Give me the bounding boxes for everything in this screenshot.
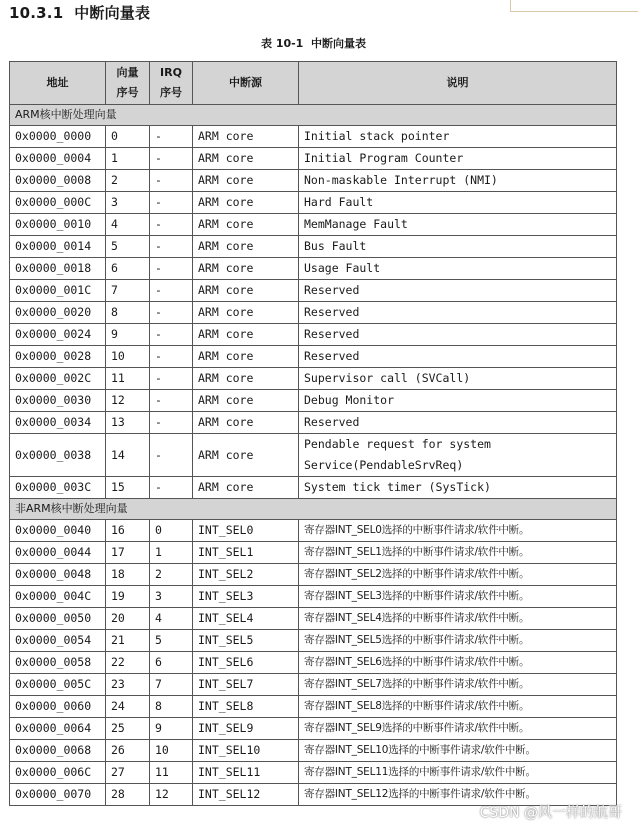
column-header-vector: 向量 序号 [106, 62, 150, 105]
table-row [10, 148, 617, 170]
column-header-description: 说明 [299, 62, 617, 105]
column-header-address: 地址 [10, 62, 106, 105]
cell-description: 寄存器INT_SEL3选择的中断事件请求/软件中断。 [299, 586, 617, 608]
cell-interrupt-source: ARM core [193, 324, 299, 346]
cell-vector-number: 17 [106, 542, 150, 564]
cell-description: 寄存器INT_SEL5选择的中断事件请求/软件中断。 [299, 630, 617, 652]
cell-irq-number: - [150, 258, 193, 280]
group-title: 非ARM核中断处理向量 [10, 499, 617, 520]
cell-vector-number: 28 [106, 784, 150, 806]
cell-irq-number: - [150, 214, 193, 236]
cell-irq-number: 4 [150, 608, 193, 630]
table-row [10, 346, 617, 368]
cell-description: 寄存器INT_SEL2选择的中断事件请求/软件中断。 [299, 564, 617, 586]
cell-address: 0x0000_0064 [10, 718, 106, 740]
cell-description: 寄存器INT_SEL9选择的中断事件请求/软件中断。 [299, 718, 617, 740]
cell-irq-number: 6 [150, 652, 193, 674]
cell-description: Reserved [299, 412, 617, 434]
table-row [10, 324, 617, 346]
cell-irq-number: 8 [150, 696, 193, 718]
cell-vector-number: 21 [106, 630, 150, 652]
group-title: ARM核中断处理向量 [10, 105, 617, 126]
cell-description: 寄存器INT_SEL12选择的中断事件请求/软件中断。 [299, 784, 617, 806]
table-row [10, 674, 617, 696]
table-row [10, 236, 617, 258]
cell-interrupt-source: INT_SEL11 [193, 762, 299, 784]
table-row [10, 126, 617, 148]
table-row [10, 564, 617, 586]
cell-address: 0x0000_0018 [10, 258, 106, 280]
cell-vector-number: 4 [106, 214, 150, 236]
cell-address: 0x0000_0034 [10, 412, 106, 434]
cell-interrupt-source: INT_SEL0 [193, 520, 299, 542]
cell-interrupt-source: ARM core [193, 368, 299, 390]
cell-address: 0x0000_0004 [10, 148, 106, 170]
section-title: 10.3.1 中断向量表 [9, 4, 151, 22]
cell-address: 0x0000_0048 [10, 564, 106, 586]
page-frame-corner [510, 0, 638, 12]
cell-description: Reserved [299, 302, 617, 324]
cell-vector-number: 6 [106, 258, 150, 280]
cell-description: Reserved [299, 324, 617, 346]
cell-interrupt-source: INT_SEL6 [193, 652, 299, 674]
cell-vector-number: 5 [106, 236, 150, 258]
cell-interrupt-source: ARM core [193, 170, 299, 192]
cell-interrupt-source: INT_SEL7 [193, 674, 299, 696]
cell-interrupt-source: ARM core [193, 346, 299, 368]
cell-interrupt-source: INT_SEL9 [193, 718, 299, 740]
cell-address: 0x0000_003C [10, 477, 106, 499]
cell-irq-number: 3 [150, 586, 193, 608]
cell-irq-number: 5 [150, 630, 193, 652]
cell-description: 寄存器INT_SEL0选择的中断事件请求/软件中断。 [299, 520, 617, 542]
cell-irq-number: - [150, 412, 193, 434]
table-row [10, 302, 617, 324]
cell-interrupt-source: ARM core [193, 434, 299, 477]
cell-irq-number: 2 [150, 564, 193, 586]
group-header-row [10, 105, 617, 126]
table-row [10, 586, 617, 608]
cell-description: Bus Fault [299, 236, 617, 258]
cell-vector-number: 27 [106, 762, 150, 784]
cell-interrupt-source: ARM core [193, 214, 299, 236]
table-row [10, 630, 617, 652]
cell-description: 寄存器INT_SEL10选择的中断事件请求/软件中断。 [299, 740, 617, 762]
cell-description: 寄存器INT_SEL6选择的中断事件请求/软件中断。 [299, 652, 617, 674]
cell-vector-number: 15 [106, 477, 150, 499]
column-header-irq: IRQ 序号 [150, 62, 193, 105]
cell-vector-number: 22 [106, 652, 150, 674]
cell-address: 0x0000_0008 [10, 170, 106, 192]
cell-description: Non-maskable Interrupt (NMI) [299, 170, 617, 192]
table-row [10, 477, 617, 499]
cell-irq-number: - [150, 148, 193, 170]
cell-address: 0x0000_0060 [10, 696, 106, 718]
cell-irq-number: - [150, 368, 193, 390]
cell-vector-number: 23 [106, 674, 150, 696]
cell-irq-number: - [150, 390, 193, 412]
cell-interrupt-source: ARM core [193, 126, 299, 148]
cell-address: 0x0000_0070 [10, 784, 106, 806]
table-header-row [10, 62, 617, 105]
cell-vector-number: 11 [106, 368, 150, 390]
cell-description: Usage Fault [299, 258, 617, 280]
cell-vector-number: 14 [106, 434, 150, 477]
table-body [10, 105, 617, 806]
cell-interrupt-source: ARM core [193, 412, 299, 434]
cell-address: 0x0000_0030 [10, 390, 106, 412]
cell-vector-number: 16 [106, 520, 150, 542]
cell-irq-number: - [150, 126, 193, 148]
table-row [10, 542, 617, 564]
cell-vector-number: 26 [106, 740, 150, 762]
cell-irq-number: 10 [150, 740, 193, 762]
cell-address: 0x0000_004C [10, 586, 106, 608]
cell-interrupt-source: ARM core [193, 477, 299, 499]
cell-address: 0x0000_005C [10, 674, 106, 696]
cell-interrupt-source: INT_SEL8 [193, 696, 299, 718]
table-row [10, 214, 617, 236]
cell-interrupt-source: INT_SEL12 [193, 784, 299, 806]
cell-irq-number: - [150, 302, 193, 324]
cell-description: Initial stack pointer [299, 126, 617, 148]
cell-irq-number: 0 [150, 520, 193, 542]
cell-interrupt-source: ARM core [193, 148, 299, 170]
cell-interrupt-source: INT_SEL2 [193, 564, 299, 586]
cell-address: 0x0000_0014 [10, 236, 106, 258]
cell-interrupt-source: INT_SEL10 [193, 740, 299, 762]
cell-address: 0x0000_002C [10, 368, 106, 390]
table-row [10, 412, 617, 434]
cell-vector-number: 1 [106, 148, 150, 170]
watermark: CSDN @风一样的航哥 [479, 805, 622, 821]
cell-address: 0x0000_006C [10, 762, 106, 784]
cell-irq-number: 11 [150, 762, 193, 784]
cell-description: MemManage Fault [299, 214, 617, 236]
cell-irq-number: 12 [150, 784, 193, 806]
cell-vector-number: 3 [106, 192, 150, 214]
cell-description: 寄存器INT_SEL11选择的中断事件请求/软件中断。 [299, 762, 617, 784]
cell-vector-number: 25 [106, 718, 150, 740]
cell-address: 0x0000_0020 [10, 302, 106, 324]
cell-vector-number: 24 [106, 696, 150, 718]
cell-irq-number: 9 [150, 718, 193, 740]
cell-address: 0x0000_0044 [10, 542, 106, 564]
cell-vector-number: 19 [106, 586, 150, 608]
table-row [10, 718, 617, 740]
table-row [10, 390, 617, 412]
cell-description: Initial Program Counter [299, 148, 617, 170]
cell-irq-number: - [150, 324, 193, 346]
cell-interrupt-source: ARM core [193, 258, 299, 280]
cell-irq-number: 1 [150, 542, 193, 564]
cell-address: 0x0000_0054 [10, 630, 106, 652]
table-row [10, 740, 617, 762]
column-header-source: 中断源 [193, 62, 299, 105]
cell-irq-number: 7 [150, 674, 193, 696]
cell-description: Pendable request for system Service(PendableSrvReq) [299, 434, 617, 477]
cell-description: Supervisor call (SVCall) [299, 368, 617, 390]
cell-address: 0x0000_0038 [10, 434, 106, 477]
cell-address: 0x0000_0000 [10, 126, 106, 148]
cell-address: 0x0000_0028 [10, 346, 106, 368]
cell-irq-number: - [150, 477, 193, 499]
cell-irq-number: - [150, 346, 193, 368]
cell-vector-number: 18 [106, 564, 150, 586]
table-row [10, 280, 617, 302]
cell-description: 寄存器INT_SEL1选择的中断事件请求/软件中断。 [299, 542, 617, 564]
cell-address: 0x0000_001C [10, 280, 106, 302]
table-row [10, 170, 617, 192]
table-caption: 表 10-1 中断向量表 [260, 37, 366, 50]
cell-interrupt-source: INT_SEL5 [193, 630, 299, 652]
cell-vector-number: 13 [106, 412, 150, 434]
table-row [10, 520, 617, 542]
cell-interrupt-source: INT_SEL3 [193, 586, 299, 608]
cell-address: 0x0000_0050 [10, 608, 106, 630]
cell-vector-number: 0 [106, 126, 150, 148]
table-row [10, 434, 617, 477]
table-row [10, 368, 617, 390]
cell-description: 寄存器INT_SEL7选择的中断事件请求/软件中断。 [299, 674, 617, 696]
cell-interrupt-source: ARM core [193, 192, 299, 214]
cell-description: System tick timer (SysTick) [299, 477, 617, 499]
cell-address: 0x0000_0040 [10, 520, 106, 542]
cell-address: 0x0000_0010 [10, 214, 106, 236]
cell-interrupt-source: ARM core [193, 236, 299, 258]
cell-irq-number: - [150, 170, 193, 192]
cell-address: 0x0000_0058 [10, 652, 106, 674]
table-row [10, 258, 617, 280]
cell-vector-number: 12 [106, 390, 150, 412]
cell-vector-number: 8 [106, 302, 150, 324]
cell-interrupt-source: INT_SEL1 [193, 542, 299, 564]
cell-vector-number: 7 [106, 280, 150, 302]
cell-interrupt-source: ARM core [193, 390, 299, 412]
group-header-row [10, 499, 617, 520]
cell-description: 寄存器INT_SEL8选择的中断事件请求/软件中断。 [299, 696, 617, 718]
table-row [10, 652, 617, 674]
cell-address: 0x0000_0068 [10, 740, 106, 762]
cell-vector-number: 10 [106, 346, 150, 368]
cell-description: Reserved [299, 346, 617, 368]
cell-interrupt-source: ARM core [193, 280, 299, 302]
cell-description: Hard Fault [299, 192, 617, 214]
cell-address: 0x0000_000C [10, 192, 106, 214]
cell-address: 0x0000_0024 [10, 324, 106, 346]
cell-interrupt-source: ARM core [193, 302, 299, 324]
cell-irq-number: - [150, 236, 193, 258]
cell-irq-number: - [150, 280, 193, 302]
table-row [10, 696, 617, 718]
cell-description: Reserved [299, 280, 617, 302]
cell-description: Debug Monitor [299, 390, 617, 412]
cell-vector-number: 9 [106, 324, 150, 346]
cell-vector-number: 20 [106, 608, 150, 630]
table-row [10, 762, 617, 784]
table-row [10, 608, 617, 630]
cell-description: 寄存器INT_SEL4选择的中断事件请求/软件中断。 [299, 608, 617, 630]
interrupt-vector-table [9, 61, 617, 806]
table-row [10, 192, 617, 214]
cell-irq-number: - [150, 192, 193, 214]
cell-interrupt-source: INT_SEL4 [193, 608, 299, 630]
cell-irq-number: - [150, 434, 193, 477]
cell-vector-number: 2 [106, 170, 150, 192]
